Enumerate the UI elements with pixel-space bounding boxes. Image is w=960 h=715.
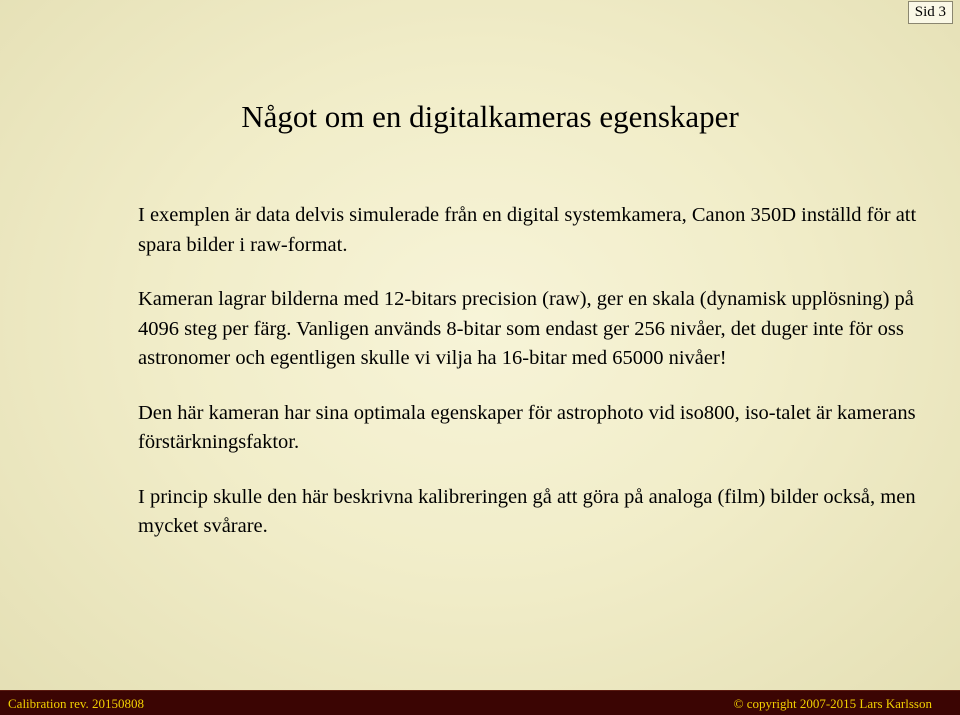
slide-title: Något om en digitalkameras egenskaper xyxy=(241,99,739,134)
slide-body xyxy=(138,201,918,567)
footer-bar xyxy=(0,690,960,715)
footer-revision: Calibration rev. 20150808 xyxy=(8,696,144,711)
footer-copyright: © copyright 2007-2015 Lars Karlsson xyxy=(733,696,932,711)
paragraph-bit-depth: Kameran lagrar bilderna med 12-bitars precision (raw), ger en skala (dynamisk upplösning) på 4096 steg per färg. Vanligen används 8-bitar som endast ger 256 nivåer, det duger inte för oss astronomer och egentligen skulle vi vilja ha 16-bitar med 65000 nivåer! xyxy=(138,288,914,369)
paragraph-iso: Den här kameran har sina optimala egenskaper för astrophoto vid iso800, iso-talet är kamerans förstärkningsfaktor. xyxy=(138,401,916,453)
paragraph-analog: I princip skulle den här beskrivna kalibreringen gå att göra på analoga (film) bilder också, men mycket svårare. xyxy=(138,485,916,537)
paragraph-camera-intro: I exemplen är data delvis simulerade från en digital systemkamera, Canon 350D inställd för att spara bilder i raw-format. xyxy=(138,204,917,256)
page-number-badge: Sid 3 xyxy=(908,1,953,24)
